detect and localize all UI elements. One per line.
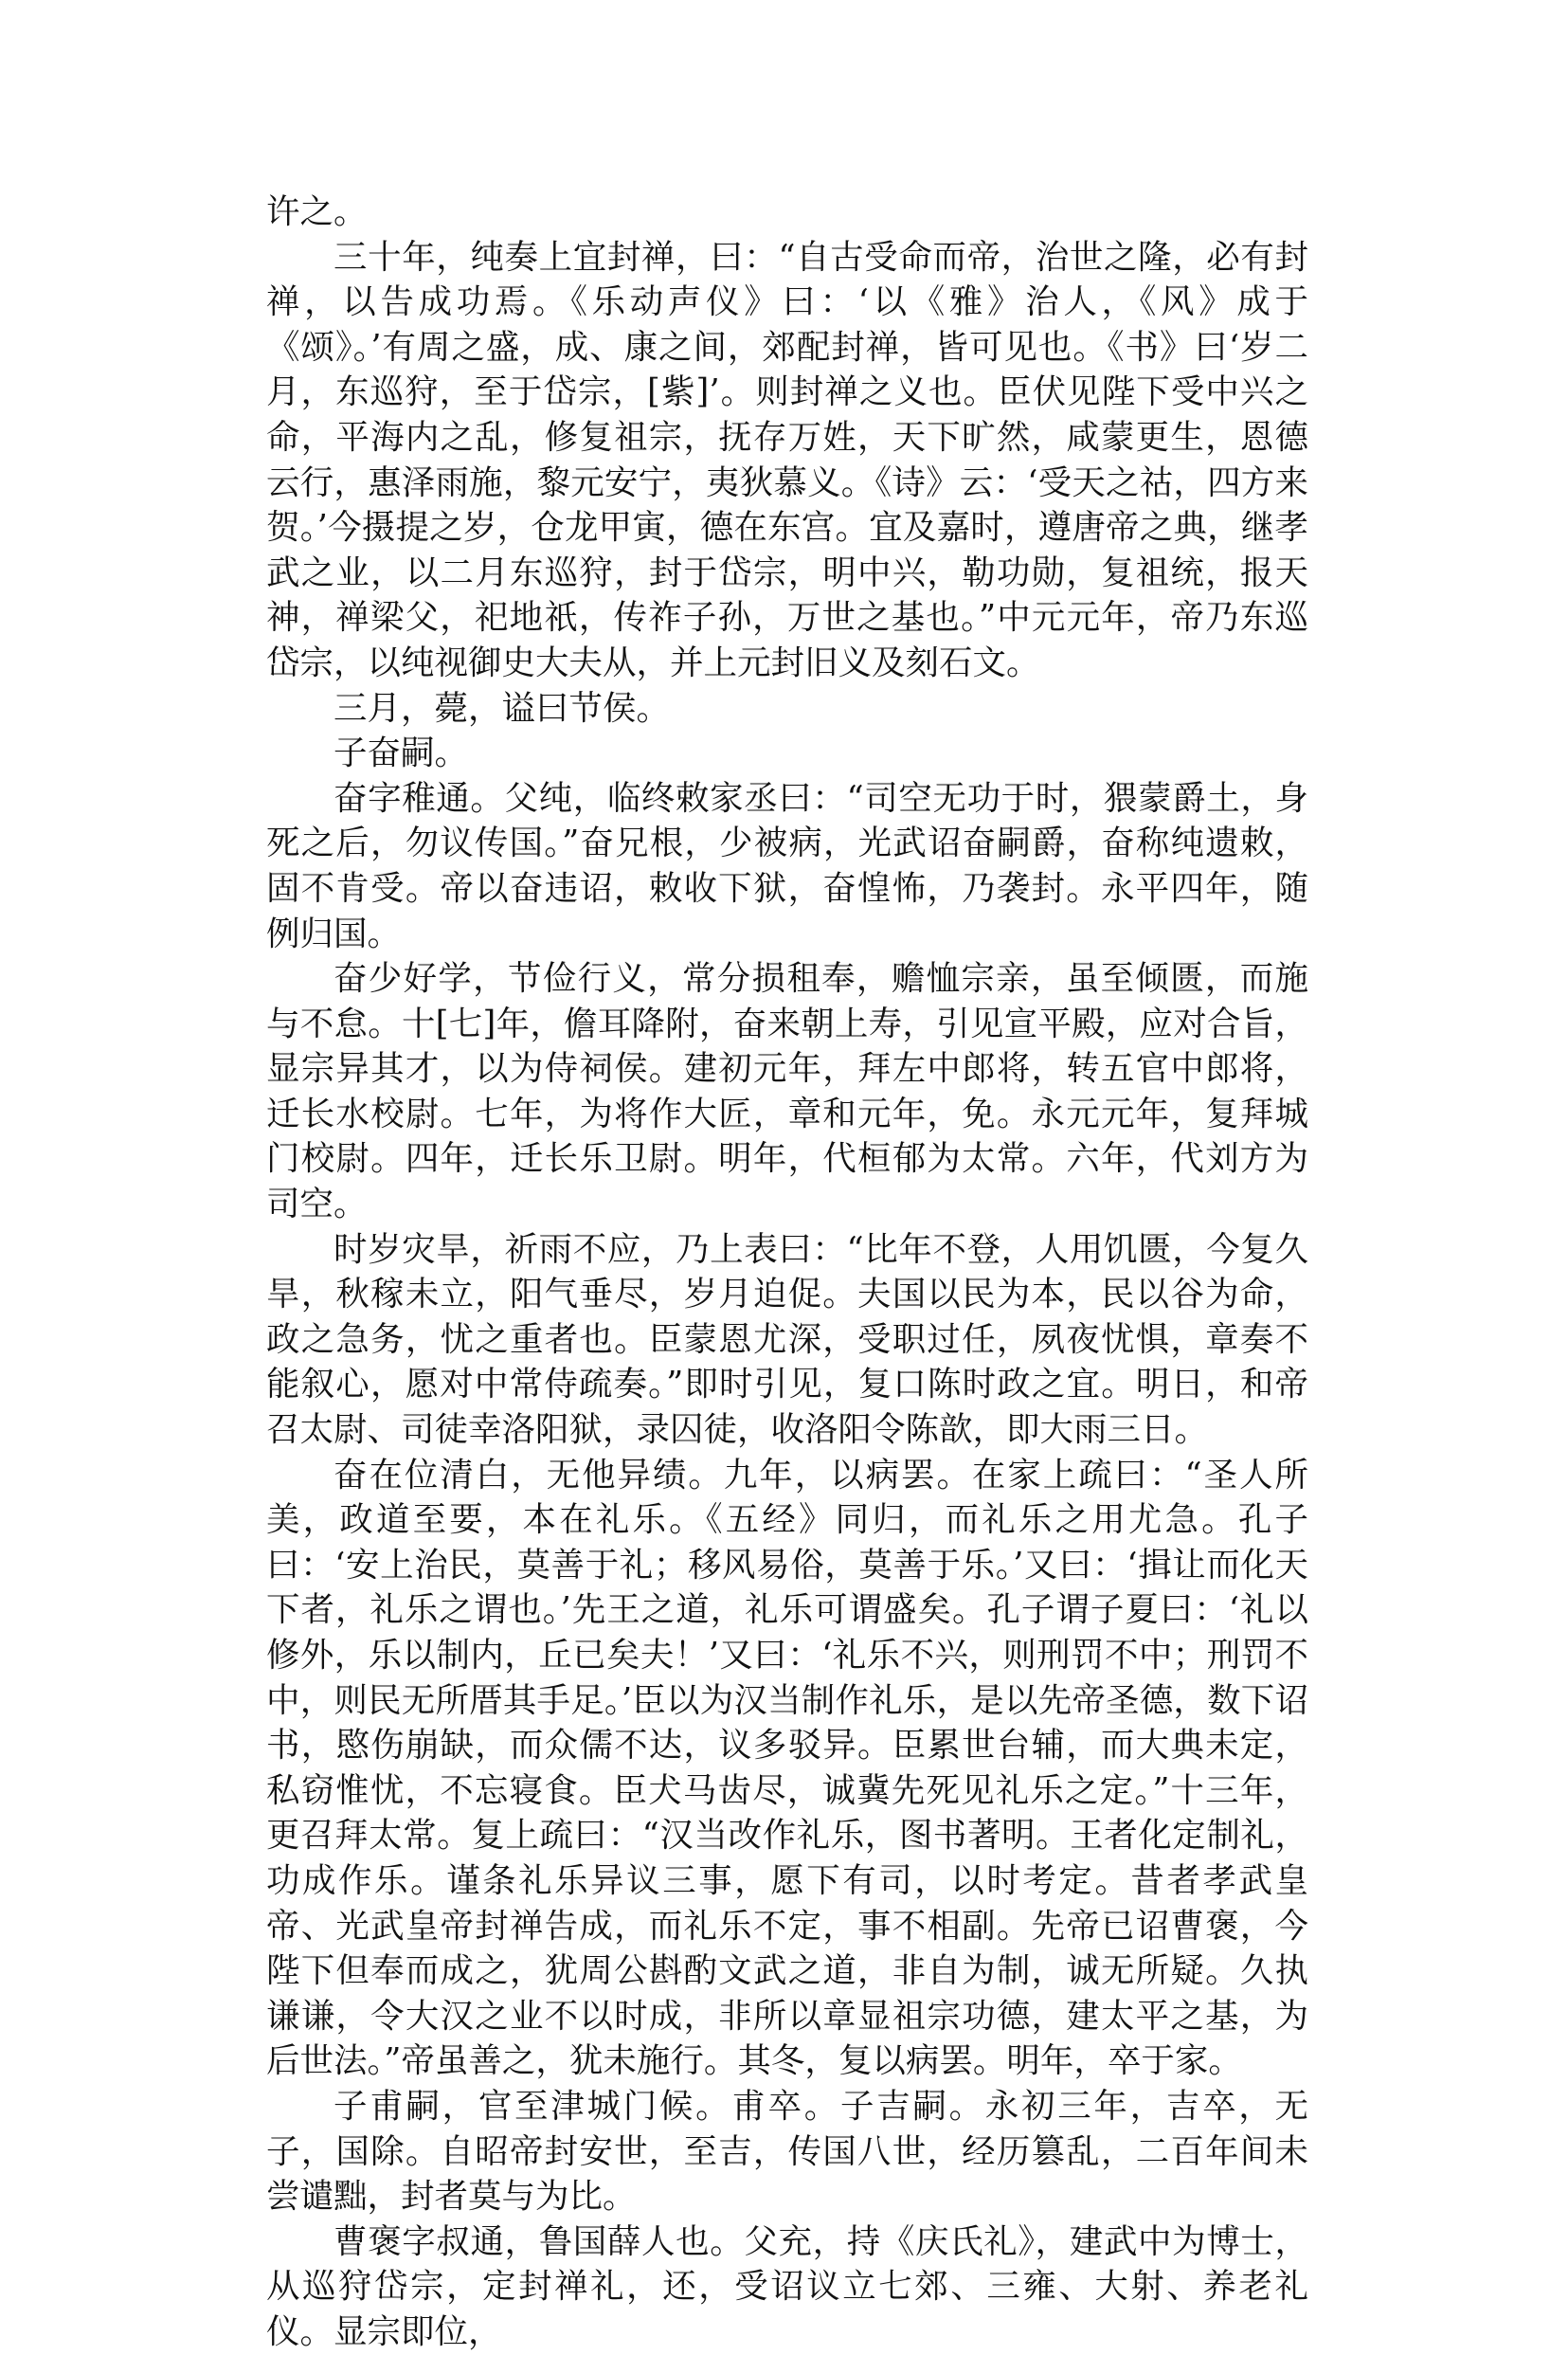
paragraph-succession: 子奋嗣。 bbox=[333, 734, 469, 773]
paragraph-fen-career: 奋少好学，节俭行义，常分损租奉，赡恤宗亲，虽至倾匮，而施与不怠。十[七]年，儋耳降附，奋来朝上寿，引见宣平殿，应对合旨，显宗异其才，以为侍祠侯。建初元年，拜左中郎将，转五官中郎将，迁长水校尉。七年，为将作大匠，章和元年，免。永元元年，复拜城门校尉。四年，迁长乐卫尉。明年，代桓郁为太常。六年，代刘方为司空。 bbox=[266, 959, 1308, 1224]
paragraph-death: 三月，薨，谥曰节侯。 bbox=[333, 688, 671, 728]
paragraph-fen-intro: 奋字稚通。父纯，临终敕家丞曰：“司空无功于时，猥蒙爵土，身死之后，勿议传国。”奋兄根，少被病，光武诏奋嗣爵，奋称纯遗敕，固不肯受。帝以奋违诏，敕收下狱，奋惶怖，乃袭封。永平四年，随例归国。 bbox=[266, 778, 1308, 953]
paragraph-continuation: 许之。 bbox=[266, 192, 368, 231]
paragraph-drought: 时岁灾旱，祈雨不应，乃上表曰：“比年不登，人用饥匮，今复久旱，秋稼未立，阳气垂尽，岁月迫促。夫国以民为本，民以谷为命，政之急务，忧之重者也。臣蒙恩尤深，受职过任，夙夜忧惧，章奏不能叙心，愿对中常侍疏奏。”即时引见，复口陈时政之宜。明日，和帝召太尉、司徒幸洛阳狱，录囚徒，收洛阳令陈歆，即大雨三日。 bbox=[266, 1229, 1308, 1450]
paragraph-rites-memorial: 奋在位清白，无他异绩。九年，以病罢。在家上疏曰：“圣人所美，政道至要，本在礼乐。《五经》同归，而礼乐之用尤急。孔子曰：‘安上治民，莫善于礼；移风易俗，莫善于乐。’又曰：‘揖让而化天下者，礼乐之谓也。’先王之道，礼乐可谓盛矣。孔子谓子夏曰：‘礼以修外，乐以制内，丘已矣夫！’又曰：‘礼乐不兴，则刑罚不中；刑罚不中，则民无所厝其手足。’臣以为汉当制作礼乐，是以先帝圣德，数下诏书，愍伤崩缺，而众儒不达，议多驳异。臣累世台辅，而大典未定，私窃惟忧，不忘寝食。臣犬马齿尽，诚冀先死见礼乐之定。”十三年，更召拜太常。复上疏曰：“汉当改作礼乐，图书著明。王者化定制礼，功成作乐。谨条礼乐异议三事，愿下有司，以时考定。昔者孝武皇帝、光武皇帝封禅告成，而礼乐不定，事不相副。先帝已诏曹褒，今陛下但奉而成之，犹周公斟酌文武之道，非自为制，诚无所疑。久执谦谦，令大汉之业不以时成，非所以章显祖宗功德，建太平之基，为后世法。”帝虽善之，犹未施行。其冬，复以病罢。明年，卒于家。 bbox=[266, 1455, 1308, 2081]
paragraph-cao-bao: 曹褒字叔通，鲁国薛人也。父充，持《庆氏礼》，建武中为博士，从巡狩岱宗，定封禅礼，还，受诏议立七郊、三雍、大射、养老礼仪。显宗即位， bbox=[266, 2221, 1308, 2351]
document-body bbox=[266, 190, 1308, 2355]
paragraph-descendants: 子甫嗣，官至津城门候。甫卒。子吉嗣。永初三年，吉卒，无子，国除。自昭帝封安世，至吉，传国八世，经历篡乱，二百年间未尝谴黜，封者莫与为比。 bbox=[266, 2086, 1308, 2217]
paragraph-fengshan-memorial: 三十年，纯奏上宜封禅，曰：“自古受命而帝，治世之隆，必有封禅，以告成功焉。《乐动声仪》曰：‘以《雅》治人，《风》成于《颂》。’有周之盛，成、康之间，郊配封禅，皆可见也。《书》曰‘岁二月，东巡狩，至于岱宗，[紫]’。则封禅之义也。臣伏见陛下受中兴之命，平海内之乱，修复祖宗，抚存万姓，天下旷然，咸蒙更生，恩德云行，惠泽雨施，黎元安宁，夷狄慕义。《诗》云：‘受天之祜，四方来贺。’今摄提之岁，仓龙甲寅，德在东宫。宜及嘉时，遵唐帝之典，继孝武之业，以二月东巡狩，封于岱宗，明中兴，勒功勋，复祖统，报天神，禅梁父，祀地祇，传祚子孙，万世之基也。”中元元年，帝乃东巡岱宗，以纯视御史大夫从，并上元封旧义及刻石文。 bbox=[266, 237, 1308, 682]
